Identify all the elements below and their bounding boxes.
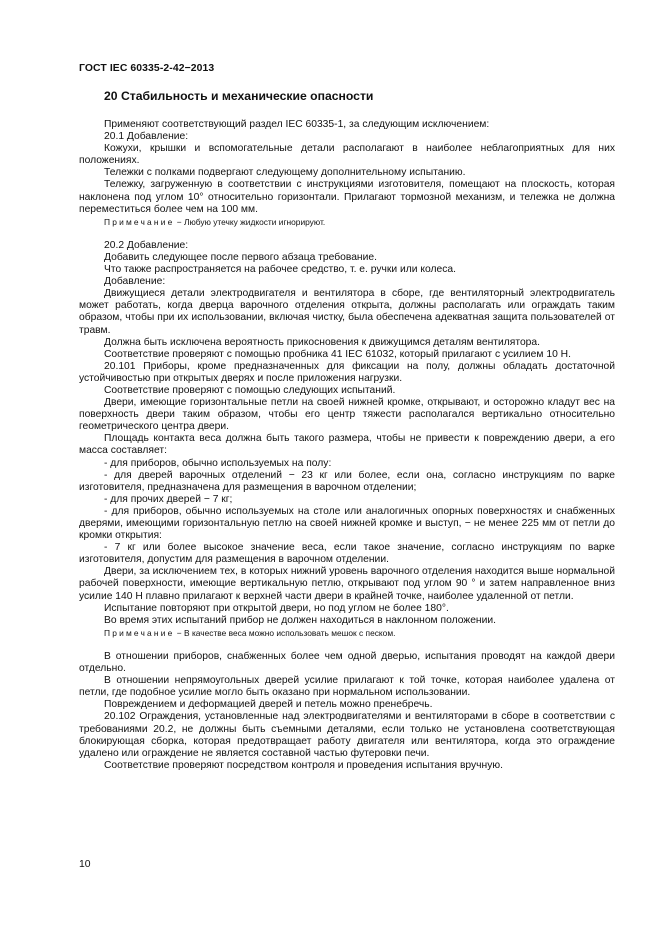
- paragraph: Добавить следующее после первого абзаца требование.: [104, 251, 377, 263]
- paragraph: В отношении приборов, снабженных более чем одной дверью, испытания проводят на каждой двери отдельно.: [79, 650, 615, 675]
- list-item: - для приборов, обычно используемых на полу:: [104, 457, 332, 469]
- note-label: Примечание: [104, 627, 175, 638]
- document-header: ГОСТ IEC 60335-2-42−2013: [79, 63, 215, 74]
- note-text: − Любую утечку жидкости игнорируют.: [174, 216, 326, 227]
- paragraph: 20.102 Ограждения, установленные над электродвигателями и вентиляторами в сборе в соответствии с требованиями 20.2, не должны быть съемными деталями, если только не установлена соответствующая блокирующая сборка, которая предотвращает работу двигателя или вентилятора, когда это ограждение удалено или ограждение не является составной частью футеровки печи.: [79, 711, 615, 759]
- note-text: − В качестве веса можно использовать мешок с песком.: [174, 627, 396, 638]
- paragraph: 20.2 Добавление:: [104, 239, 189, 251]
- paragraph: Движущиеся детали электродвигателя и вентилятора в сборе, где вентиляторный электродвигатель может работать, когда дверца варочного отделения открыта, должны располагать или ограждать таким образом, чтобы при их использовании, включая чистку, была обеспечена адекватная защита пользователей от травм.: [79, 288, 615, 336]
- paragraph: Испытание повторяют при открытой двери, но под углом не более 180°.: [104, 602, 449, 614]
- section-title: 20 Стабильность и механические опасности: [104, 89, 374, 103]
- paragraph: Двери, за исключением тех, в которых нижний уровень варочного отделения находится выше нормальной рабочей поверхности, имеющие вертикальную петлю, открывают под углом 90 ° и затем направленное вниз усилие 140 Н плавно прилагают к верхней части двери в крайней точке, наиболее удаленной от петли.: [79, 566, 615, 602]
- paragraph: Кожухи, крышки и вспомогательные детали располагают в наиболее неблагоприятных для них положениях.: [79, 143, 615, 167]
- list-item: - для приборов, обычно используемых на столе или аналогичных опорных поверхностях и снабженных дверями, имеющими горизонтальную петлю на своей нижней кромке и выступ, − не менее 225 мм от петли до кромки открытия:: [79, 505, 615, 542]
- paragraph: Площадь контакта веса должна быть такого размера, чтобы не привести к повреждению двери, а его масса составляет:: [79, 433, 615, 457]
- paragraph: Тележки с полками подвергают следующему дополнительному испытанию.: [104, 167, 466, 179]
- paragraph: Повреждением и деформацией дверей и петель можно пренебречь.: [104, 699, 433, 711]
- paragraph: Во время этих испытаний прибор не должен находиться в наклонном положении.: [104, 614, 496, 626]
- paragraph: Соответствие проверяют посредством контроля и проведения испытания вручную.: [104, 759, 503, 771]
- paragraph: 20.101 Приборы, кроме предназначенных для фиксации на полу, должны обладать достаточной устойчивостью при открытых дверях и после приложения нагрузки.: [79, 360, 615, 384]
- list-item: - для прочих дверей − 7 кг;: [104, 493, 233, 505]
- paragraph: В отношении непрямоугольных дверей усилие прилагают к той точке, которая наиболее удалена от петли, где подобное усилие могло быть оказано при нормальном использовании.: [79, 675, 615, 699]
- list-item: - 7 кг или более высокое значение веса, если такое значение, согласно инструкциям по варке изготовителя, допустим для размещения в варочном отделении.: [79, 542, 615, 566]
- document-body: [79, 119, 615, 772]
- paragraph: Соответствие проверяют с помощью следующих испытаний.: [104, 384, 396, 396]
- note: [79, 216, 615, 228]
- paragraph: Применяют соответствующий раздел IEC 60335-1, за следующим исключением:: [104, 119, 490, 130]
- page-number: 10: [79, 859, 91, 870]
- note: [79, 627, 615, 639]
- paragraph: Соответствие проверяют с помощью пробника 41 IEC 61032, который прилагают с усилием 10 Н.: [104, 348, 571, 360]
- paragraph: Двери, имеющие горизонтальные петли на своей нижней кромке, открывают, и осторожно кладут вес на поверхность двери таким образом, чтобы его центр тяжести располагался вертикально относительно геометрического центра двери.: [79, 397, 615, 433]
- note-label: Примечание: [104, 216, 175, 227]
- paragraph: 20.1 Добавление:: [104, 131, 189, 143]
- paragraph: Добавление:: [104, 276, 166, 288]
- paragraph: Должна быть исключена вероятность прикосновения к движущимся деталям вентилятора.: [104, 336, 540, 348]
- paragraph: Тележку, загруженную в соответствии с инструкциями изготовителя, помещают на плоскость, которая наклонена под углом 10° относительно горизонтали. Прилагают тормозной механизм, и тележка не должна переместиться более чем на 100 мм.: [79, 179, 615, 215]
- list-item: - для дверей варочных отделений − 23 кг или более, если она, согласно инструкциям по варке изготовителя, предназначена для размещения в варочном отделении;: [79, 469, 615, 493]
- paragraph: Что также распространяется на рабочее средство, т. е. ручки или колеса.: [104, 264, 456, 276]
